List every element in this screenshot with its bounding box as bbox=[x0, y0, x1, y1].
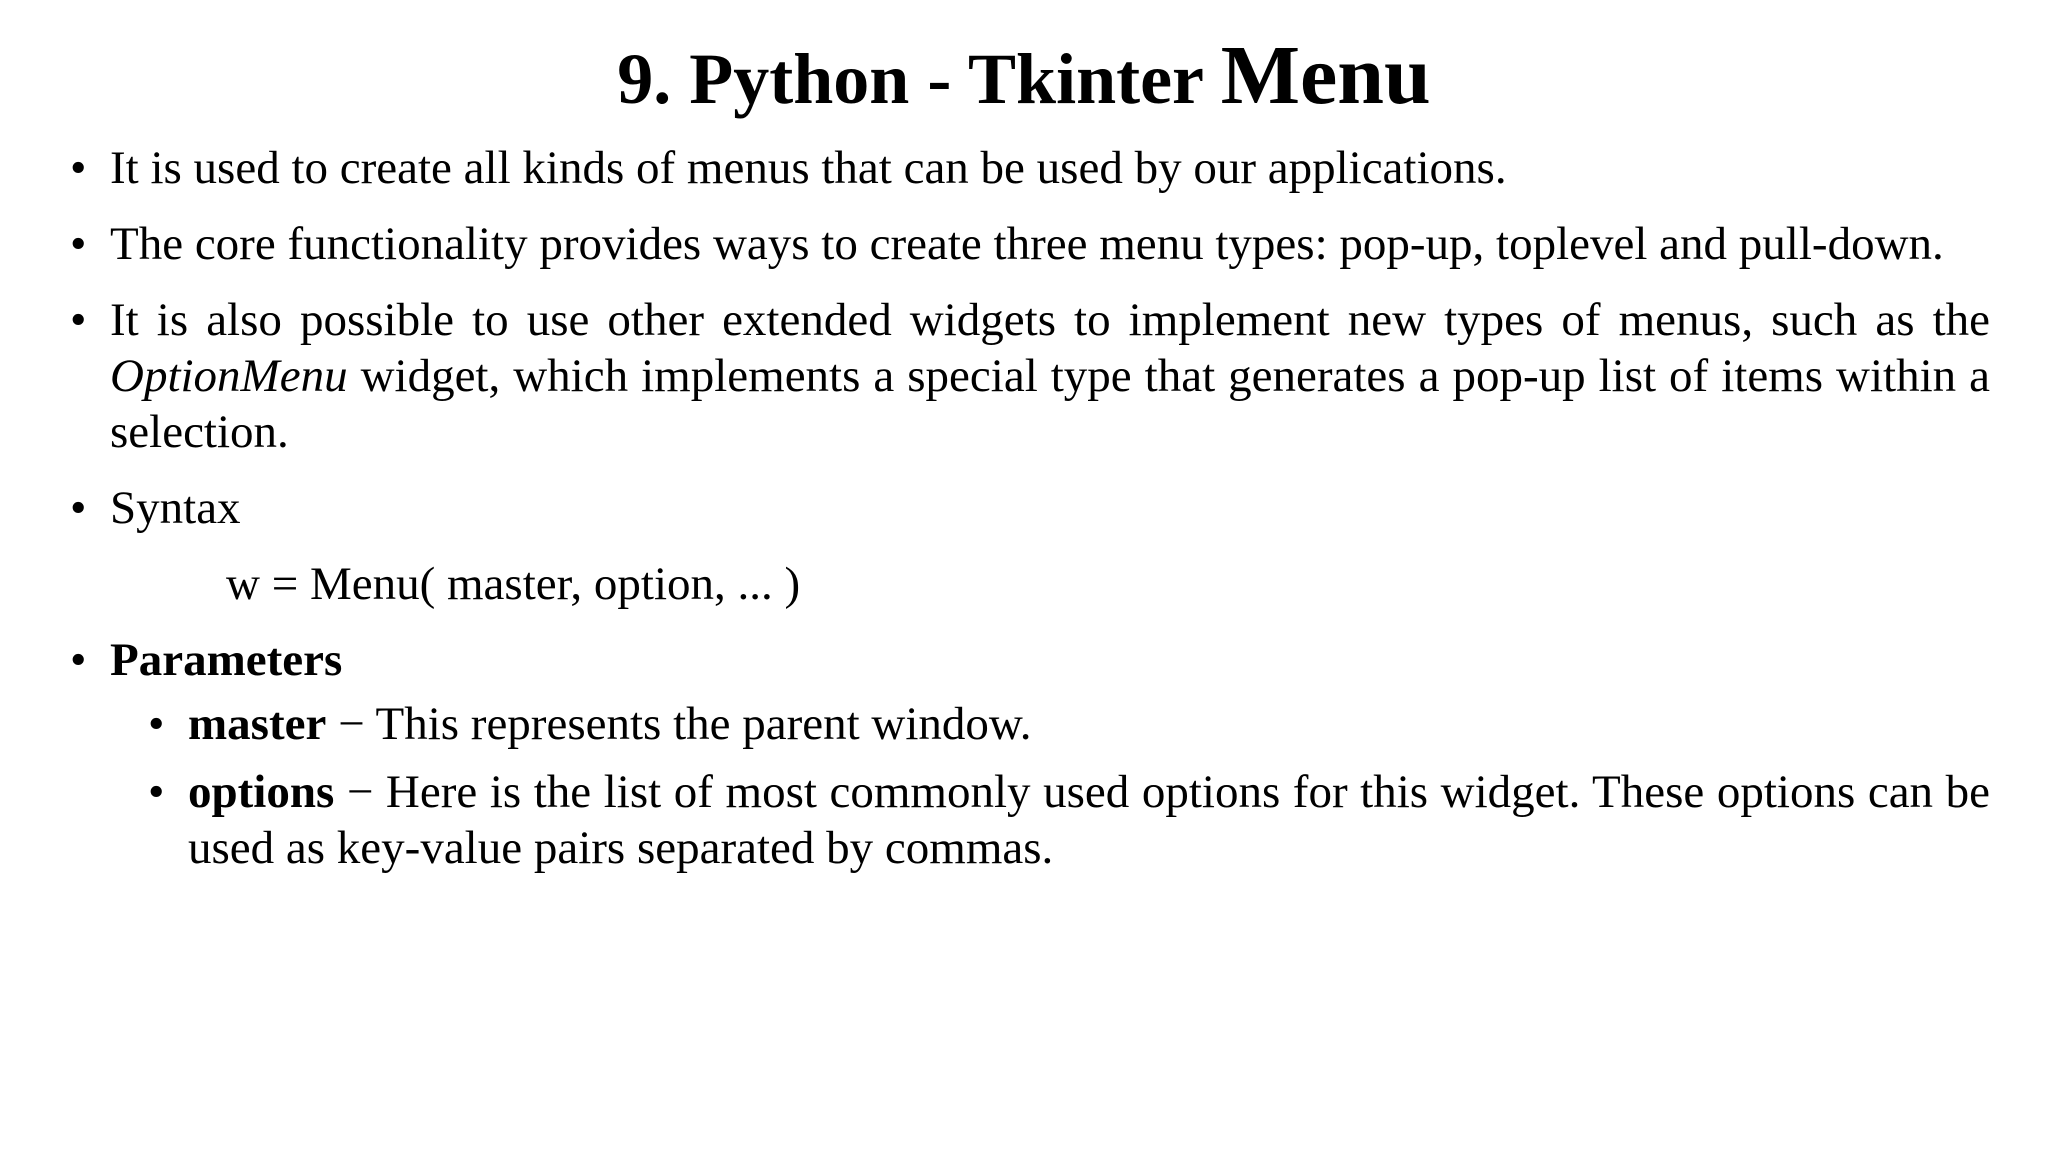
bullet-dot: • bbox=[148, 766, 165, 818]
bullet-item-1 bbox=[70, 140, 1990, 196]
parameter-item-options bbox=[148, 764, 1990, 876]
bullet-text-after: widget, which implements a special type that generates a pop-up list of items within a selection. bbox=[110, 350, 1990, 458]
bullet-item-syntax bbox=[70, 480, 1990, 536]
option-menu-term: OptionMenu bbox=[110, 350, 348, 402]
parameters-label: Parameters bbox=[110, 634, 343, 686]
bullet-dot: • bbox=[148, 698, 165, 750]
bullet-dot: • bbox=[70, 634, 87, 686]
bullet-item-parameters bbox=[70, 632, 1990, 688]
bullet-text: It is used to create all kinds of menus that can be used by our applications. bbox=[110, 142, 1507, 194]
bullet-list bbox=[70, 140, 1990, 888]
parameter-desc: − This represents the parent window. bbox=[326, 698, 1032, 750]
title-emphasis: Menu bbox=[1220, 29, 1431, 122]
parameter-term: master bbox=[188, 698, 327, 750]
bullet-item-3 bbox=[70, 292, 1990, 460]
syntax-label: Syntax bbox=[110, 482, 241, 534]
bullet-item-2 bbox=[70, 216, 1990, 272]
bullet-dot: • bbox=[70, 294, 87, 346]
bullet-text: The core functionality provides ways to create three menu types: pop-up, toplevel and pull-down. bbox=[110, 218, 1944, 270]
bullet-dot: • bbox=[70, 142, 87, 194]
bullet-dot: • bbox=[70, 482, 87, 534]
bullet-text-before: It is also possible to use other extended widgets to implement new types of menus, such as the bbox=[110, 294, 1990, 346]
title-prefix: 9. Python - Tkinter bbox=[617, 39, 1221, 119]
parameter-item-master bbox=[148, 696, 1990, 752]
parameter-desc: − Here is the list of most commonly used options for this widget. These options can be used as key-value pairs separated by commas. bbox=[188, 766, 1990, 874]
slide-title bbox=[0, 30, 2048, 125]
bullet-dot: • bbox=[70, 218, 87, 270]
syntax-code: w = Menu( master, option, ... ) bbox=[226, 558, 801, 610]
parameter-term: options bbox=[188, 766, 335, 818]
